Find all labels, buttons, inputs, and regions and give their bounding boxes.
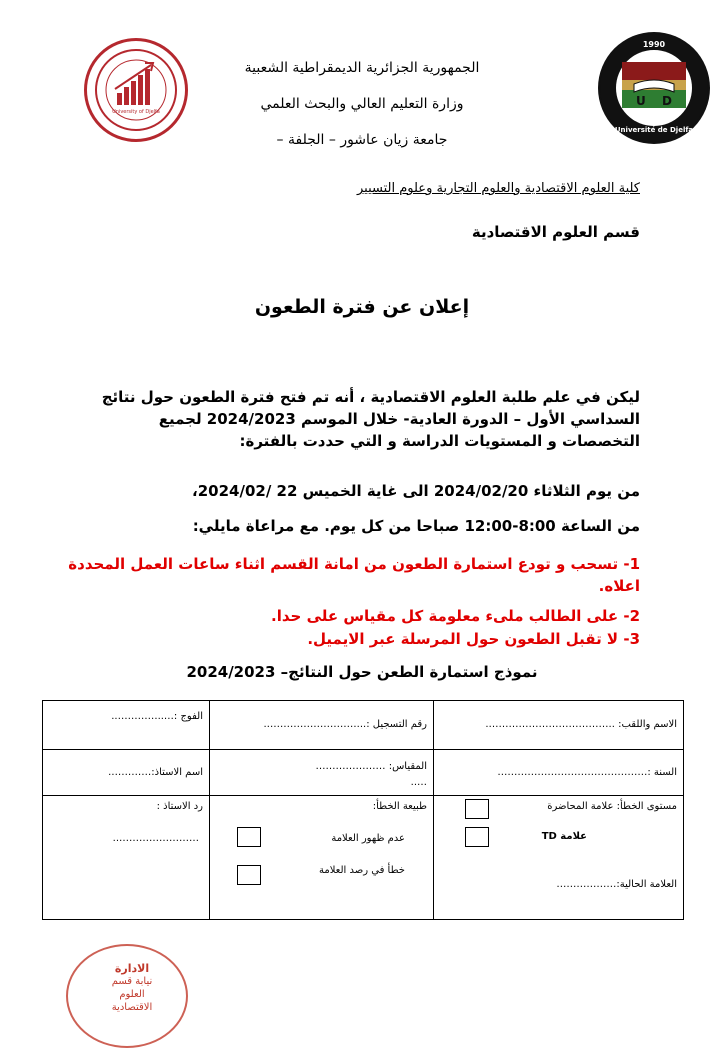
stamp-line-1: الادارة [114, 962, 150, 975]
republic-heading: الجمهورية الجزائرية الديمقراطية الشعبية [244, 60, 480, 76]
announcement-title: إعلان عن فترة الطعون [254, 296, 470, 318]
group-field[interactable]: الفوج :…..………….. [111, 711, 203, 722]
professor-reply-label: رد الاستاذ : [156, 801, 203, 812]
student-name-field[interactable]: الاسم واللقب: ..………………………………. [485, 719, 677, 730]
form-title: نموذج استمارة الطعن حول النتائج– 2024/2023 [186, 663, 538, 681]
university-logo-caption: Université de Djelfa [614, 126, 694, 134]
faculty-logo-caption: University of Djelfa [112, 109, 160, 115]
rule-item-2: 2- على الطالب ملىء معلومة كل مقياس على حدا. [271, 607, 640, 625]
stamp-text [110, 962, 154, 1014]
form-col-divider [433, 701, 434, 919]
professor-name-field[interactable]: اسم الاستاذ:…………. [108, 767, 203, 778]
td-mark-label: علامة TD [541, 831, 587, 842]
department-name: قسم العلوم الاقتصادية [471, 223, 640, 241]
form-row-divider [43, 749, 683, 750]
intro-paragraph: ليكن في علم طلبة العلوم الاقتصادية ، أنه تم فتح فترة الطعون حول نتائج السداسي الأول – الدورة العادية- خلال الموسم 2024/2023 لجميع التخصصات و المستويات الدراسة و التي حددت بالفترة: [101, 388, 640, 450]
university-logo-year: 1990 [642, 40, 666, 49]
lecture-mark-checkbox[interactable] [465, 799, 489, 819]
stamp-line-2: نيابة قسم [111, 976, 153, 987]
rule-item-1: 1- تسحب و تودع استمارة الطعون من امانة القسم اثناء ساعات العمل المحددة اعلاه. [68, 555, 640, 595]
error-level-label: مستوى الخطأ: علامة المحاضرة [547, 801, 677, 812]
appeal-dates: من يوم الثلاثاء 2024/02/20 الى غاية الخميس 22 /2024/02، [192, 482, 640, 500]
university-logo [598, 32, 710, 144]
stamp-line-3: العلوم الاقتصادية [111, 989, 153, 1013]
ministry-heading: وزارة التعليم العالي والبحث العلمي [260, 96, 464, 112]
module-field[interactable]: المقياس: ………………… [315, 761, 427, 772]
error-nature-label: طبيعة الخطأ: [372, 801, 427, 812]
registration-number-field[interactable]: رقم التسجيل :...………………………. [263, 719, 427, 730]
rule-item-3: 3- لا تقبل الطعون حول المرسلة عبر الايميل. [307, 630, 640, 648]
professor-reply-field[interactable]: …………………….. [112, 833, 199, 844]
university-logo-letter-d: D [662, 94, 672, 108]
appeal-hours: من الساعة 8:00-12:00 صباحا من كل يوم. مع مراعاة مايلي: [192, 517, 640, 535]
current-mark-field[interactable]: العلامة الحالية:……………… [556, 879, 677, 890]
mark-record-error-checkbox[interactable] [237, 865, 261, 885]
faculty-logo [84, 38, 188, 142]
module-extra-dots: ….. [410, 777, 427, 788]
mark-missing-checkbox[interactable] [237, 827, 261, 847]
university-heading: جامعة زيان عاشور – الجلفة – [276, 132, 448, 148]
mark-missing-label: عدم ظهور العلامة [331, 833, 405, 844]
td-mark-checkbox[interactable] [465, 827, 489, 847]
faculty-name: كلية العلوم الاقتصادية والعلوم التجارية وعلوم التسيير [357, 181, 640, 196]
university-logo-letter-u: U [636, 94, 646, 108]
year-field[interactable]: السنة :……………………………………… [497, 767, 677, 778]
faculty-emblem-icon [87, 41, 185, 139]
form-col-divider [209, 701, 210, 919]
mark-record-error-label: خطأ في رصد العلامة [319, 865, 405, 876]
form-row-divider [43, 795, 683, 796]
appeal-form-table [42, 700, 684, 920]
